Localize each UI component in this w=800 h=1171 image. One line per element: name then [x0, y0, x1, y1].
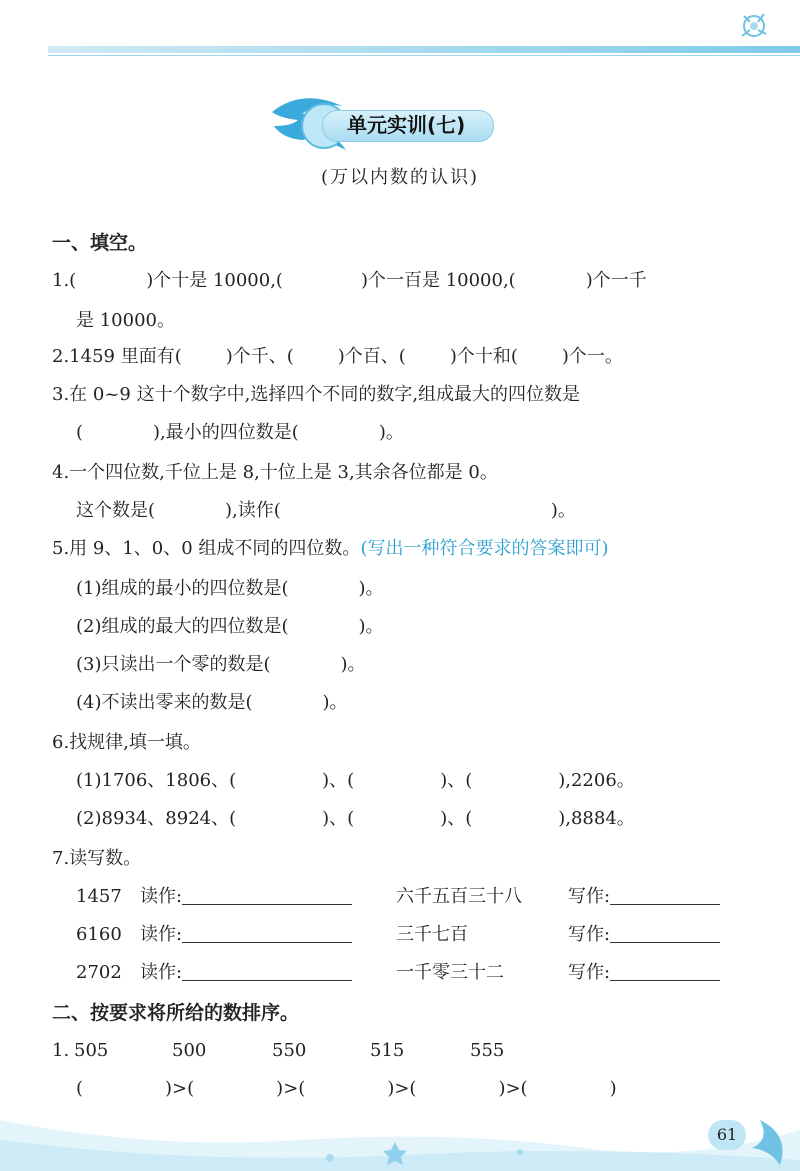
- q5-2-end: )。: [358, 616, 384, 637]
- s2-number-5: 555: [470, 1040, 505, 1061]
- s2-number-1: 505: [74, 1040, 109, 1061]
- q3-text-d: )。: [378, 422, 404, 443]
- question-3: 3.在 0~9 这十个数字中,选择四个不同的数字,组成最大的四位数是: [52, 384, 581, 405]
- q7-row-2-write-line[interactable]: [610, 924, 720, 943]
- q5-3-text: (3)只读出一个零的数是(: [76, 654, 271, 675]
- s2-number-3: 550: [272, 1040, 307, 1061]
- page-number: 61: [708, 1120, 746, 1150]
- s2-gt-2: )>(: [276, 1078, 306, 1099]
- q7-row-1-write: [568, 884, 720, 910]
- read-label: 读作:: [140, 924, 183, 945]
- question-5-2: [76, 614, 384, 640]
- q6-1-sep-2: )、(: [440, 770, 473, 791]
- q1-text-a: 1.(: [52, 270, 77, 291]
- q7-row-3-read: [140, 960, 352, 986]
- q2-text-b: )个千、(: [225, 346, 294, 367]
- q6-1-sep-1: )、(: [322, 770, 355, 791]
- title-badge: [262, 92, 562, 162]
- page-subtitle: (万以内数的认识): [320, 167, 480, 188]
- q2-text-d: )个十和(: [449, 346, 518, 367]
- q1-text-d: )个一千: [585, 270, 647, 291]
- question-6-1: [76, 768, 635, 794]
- q6-1-text: (1)1706、1806、(: [76, 770, 237, 791]
- q6-2-sep-2: )、(: [440, 808, 473, 829]
- s2-gt-4: )>(: [498, 1078, 528, 1099]
- q2-text-a: 2.1459 里面有(: [52, 346, 182, 367]
- question-3-cont: [76, 420, 404, 446]
- question-4-cont: [76, 498, 576, 524]
- q5-hint: (写出一种符合要求的答案即可): [360, 538, 609, 559]
- q7-row-1-write-line[interactable]: [610, 886, 720, 905]
- s2-paren-close: ): [609, 1078, 617, 1099]
- q7-row-1-read: [140, 884, 352, 910]
- q5-text-a: 5.用 9、1、0、0 组成不同的四位数。: [52, 538, 361, 559]
- section-2-heading: 二、按要求将所给的数排序。: [52, 1002, 300, 1024]
- s2-q1-label: 1.: [52, 1040, 70, 1061]
- q7-row-1-words: 六千五百三十八: [396, 886, 522, 907]
- question-4: 4.一个四位数,千位上是 8,十位上是 3,其余各位都是 0。: [52, 462, 498, 483]
- question-5-4: [76, 690, 348, 716]
- q7-row-2-words: 三千七百: [396, 924, 468, 945]
- q5-1-text: (1)组成的最小的四位数是(: [76, 578, 289, 599]
- write-label: 写作:: [568, 886, 611, 907]
- write-label: 写作:: [568, 962, 611, 983]
- s2-number-4: 515: [370, 1040, 405, 1061]
- q3-text-b: (: [76, 422, 84, 443]
- question-6-2: [76, 806, 635, 832]
- s2-paren-open: (: [76, 1078, 84, 1099]
- header-band: [48, 46, 800, 53]
- q7-row-2-write: [568, 922, 720, 948]
- read-label: 读作:: [140, 962, 183, 983]
- q7-row-1-num: 1457: [76, 886, 122, 907]
- s2-number-2: 500: [172, 1040, 207, 1061]
- q6-2-sep-1: )、(: [322, 808, 355, 829]
- header-rule: [48, 55, 800, 56]
- q6-1-end: ),2206。: [558, 770, 635, 791]
- s2-gt-1: )>(: [165, 1078, 195, 1099]
- q4-text-d: )。: [550, 500, 576, 521]
- question-1-cont: 是 10000。: [76, 310, 175, 331]
- write-label: 写作:: [568, 924, 611, 945]
- footer-wave-decoration: [0, 1080, 800, 1171]
- q5-1-end: )。: [358, 578, 384, 599]
- q7-row-3-num: 2702: [76, 962, 122, 983]
- q7-row-3-write: [568, 960, 720, 986]
- swirl-decoration-icon: [736, 8, 772, 44]
- q1-text-c: )个一百是 10000,(: [360, 270, 516, 291]
- question-5-3: [76, 652, 366, 678]
- q4-text-c: ),读作(: [225, 500, 281, 521]
- q2-text-e: )个一。: [561, 346, 623, 367]
- q2-text-c: )个百、(: [337, 346, 406, 367]
- question-2: [52, 344, 623, 370]
- question-1: [52, 268, 647, 294]
- question-6: 6.找规律,填一填。: [52, 732, 201, 753]
- q7-row-3-read-line[interactable]: [182, 962, 352, 981]
- q4-text-b: 这个数是(: [76, 500, 156, 521]
- q5-4-text: (4)不读出零来的数是(: [76, 692, 253, 713]
- q7-row-1-read-line[interactable]: [182, 886, 352, 905]
- question-5: [52, 536, 608, 562]
- page-title: 单元实训(七): [347, 113, 466, 137]
- question-7: 7.读写数。: [52, 848, 142, 869]
- q5-3-end: )。: [340, 654, 366, 675]
- q1-text-b: )个十是 10000,(: [146, 270, 283, 291]
- q7-row-2-read-line[interactable]: [182, 924, 352, 943]
- q7-row-3-words: 一千零三十二: [396, 962, 504, 983]
- question-5-1: [76, 576, 384, 602]
- q5-4-end: )。: [322, 692, 348, 713]
- q7-row-2-read: [140, 922, 352, 948]
- read-label: 读作:: [140, 886, 183, 907]
- q6-2-end: ),8884。: [558, 808, 635, 829]
- q7-row-2-num: 6160: [76, 924, 122, 945]
- section-1-heading: 一、填空。: [52, 232, 148, 254]
- s2-gt-3: )>(: [387, 1078, 417, 1099]
- q5-2-text: (2)组成的最大的四位数是(: [76, 616, 289, 637]
- q3-text-c: ),最小的四位数是(: [153, 422, 299, 443]
- q7-row-3-write-line[interactable]: [610, 962, 720, 981]
- q6-2-text: (2)8934、8924、(: [76, 808, 237, 829]
